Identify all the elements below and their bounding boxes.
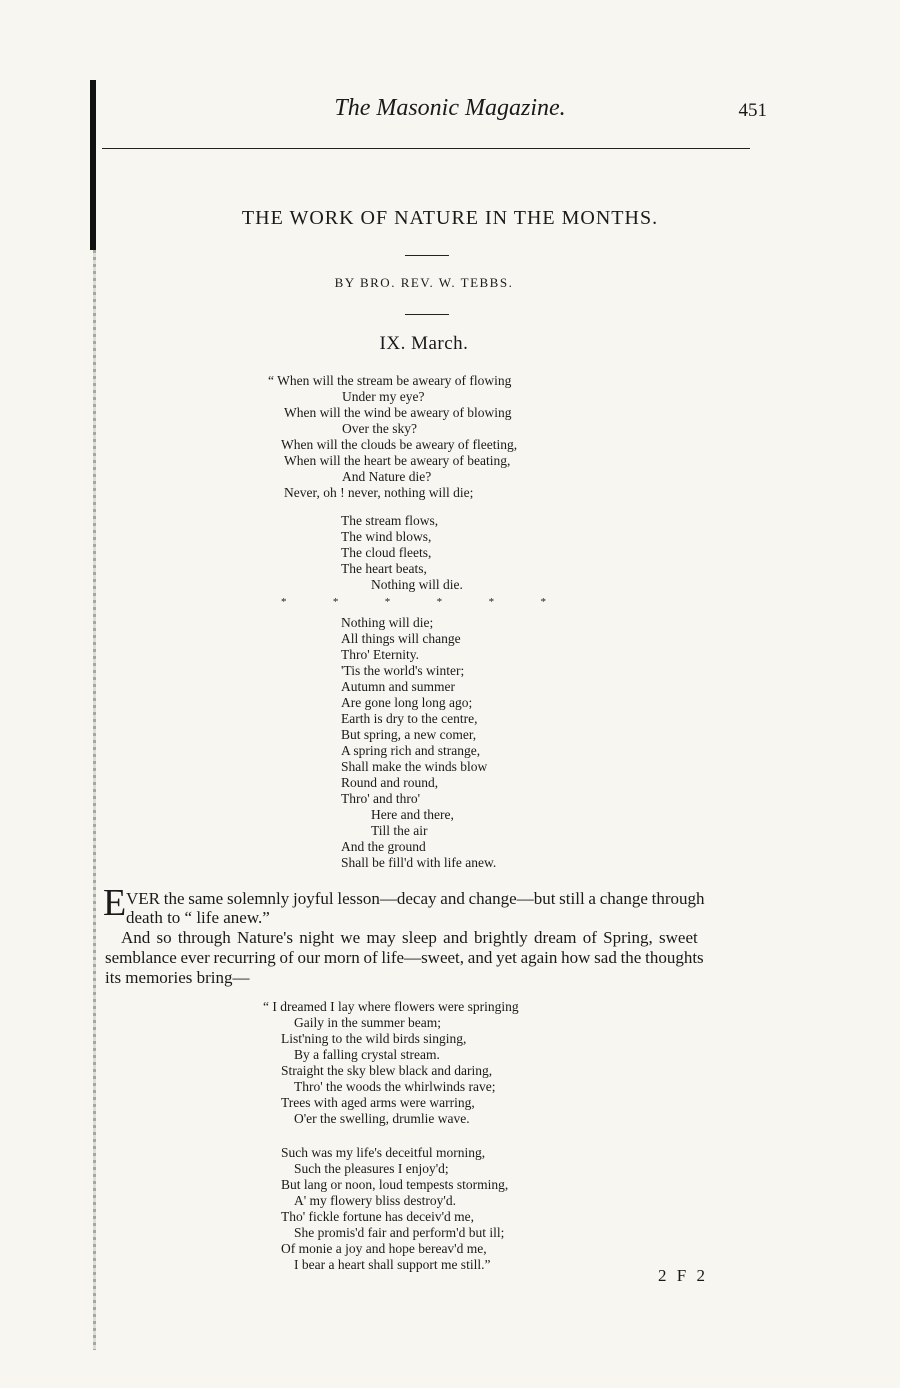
title-divider [405,255,449,256]
star-mark: * [488,596,495,608]
poem-line: I bear a heart shall support me still.” [294,1257,491,1272]
star-mark: * [281,596,287,608]
poem-line: “ When will the stream be aweary of flowing [268,373,512,388]
poem-line: Shall be fill'd with life anew. [341,855,497,870]
poem-line: Thro' Eternity. [341,647,420,662]
poem-line: Earth is dry to the centre, [341,711,478,726]
poem-line: When will the wind be aweary of blowing [284,405,512,420]
poem-line: Are gone long long ago; [341,695,473,710]
poem-line: Over the sky? [342,421,417,436]
poem-line: She promis'd fair and perform'd but ill; [294,1225,505,1240]
poem-line: Such the pleasures I enjoy'd; [294,1161,449,1176]
poem-line: By a falling crystal stream. [294,1047,440,1062]
drop-cap: E [103,882,127,924]
poem-line: Gaily in the summer beam; [294,1015,441,1030]
poem-line: 'Tis the world's winter; [341,663,465,678]
poem-line: Nothing will die; [341,615,434,630]
poem-line: Never, oh ! never, nothing will die; [284,485,474,500]
prose-line: death to “ life anew.” [126,908,270,927]
poem-line: List'ning to the wild birds singing, [281,1031,467,1046]
poem-line: Here and there, [371,807,454,822]
poem-line: Under my eye? [342,389,425,404]
running-header-title: The Masonic Magazine. [334,95,566,121]
poem-line: Such was my life's deceitful morning, [281,1145,486,1160]
poem-line: But spring, a new comer, [341,727,477,742]
poem-line: The wind blows, [341,529,432,544]
section-break-stars [281,596,546,608]
poem-line: Straight the sky blew black and daring, [281,1063,493,1078]
poem-line: Nothing will die. [371,577,463,592]
star-mark: * [384,596,391,608]
page-number: 451 [738,100,767,121]
poem-line: The cloud fleets, [341,545,432,560]
article-author: BY BRO. REV. W. TEBBS. [334,275,514,290]
poem-line: The stream flows, [341,513,439,528]
printer-signature-mark: 2 F 2 [658,1266,708,1285]
poem-line: O'er the swelling, drumlie wave. [294,1111,470,1126]
prose-line: semblance ever recurring of our morn of life—sweet, and yet again how sad the thoughts [105,948,704,967]
poem-line: Tho' fickle fortune has deceiv'd me, [281,1209,475,1224]
poem-line: “ I dreamed I lay where flowers were springing [263,999,519,1014]
prose-line: And so through Nature's night we may sleep and brightly dream of Spring, sweet [121,928,698,947]
poem-line: The heart beats, [341,561,427,576]
poem-line: Shall make the winds blow [341,759,488,774]
star-mark: * [436,596,443,608]
header-rule [102,148,750,149]
star-mark: * [540,596,546,608]
author-divider [405,314,449,315]
poem-line: But lang or noon, loud tempests storming, [281,1177,509,1192]
poem-line: All things will change [341,631,461,646]
poem-line: Thro' the woods the whirlwinds rave; [294,1079,496,1094]
poem-line: When will the clouds be aweary of fleeting, [281,437,518,452]
star-mark: * [332,596,339,608]
poem-line: A' my flowery bliss destroy'd. [294,1193,456,1208]
poem-line: Autumn and summer [341,679,455,694]
poem-line: Of monie a joy and hope bereav'd me, [281,1241,487,1256]
poem-line: Round and round, [341,775,439,790]
section-heading: IX. March. [379,333,469,354]
prose-line: its memories bring— [105,968,250,987]
poem-line: And the ground [341,839,426,854]
article-title: THE WORK OF NATURE IN THE MONTHS. [241,207,659,229]
poem-line: Trees with aged arms were warring, [281,1095,475,1110]
page-binding-shadow [93,250,96,1350]
poem-line: When will the heart be aweary of beating, [284,453,511,468]
poem-line: And Nature die? [342,469,432,484]
prose-line: VER the same solemnly joyful lesson—decay and change—but still a change through [126,889,705,908]
poem-line: Till the air [371,823,428,838]
poem-line: A spring rich and strange, [341,743,481,758]
poem-line: Thro' and thro' [341,791,421,806]
